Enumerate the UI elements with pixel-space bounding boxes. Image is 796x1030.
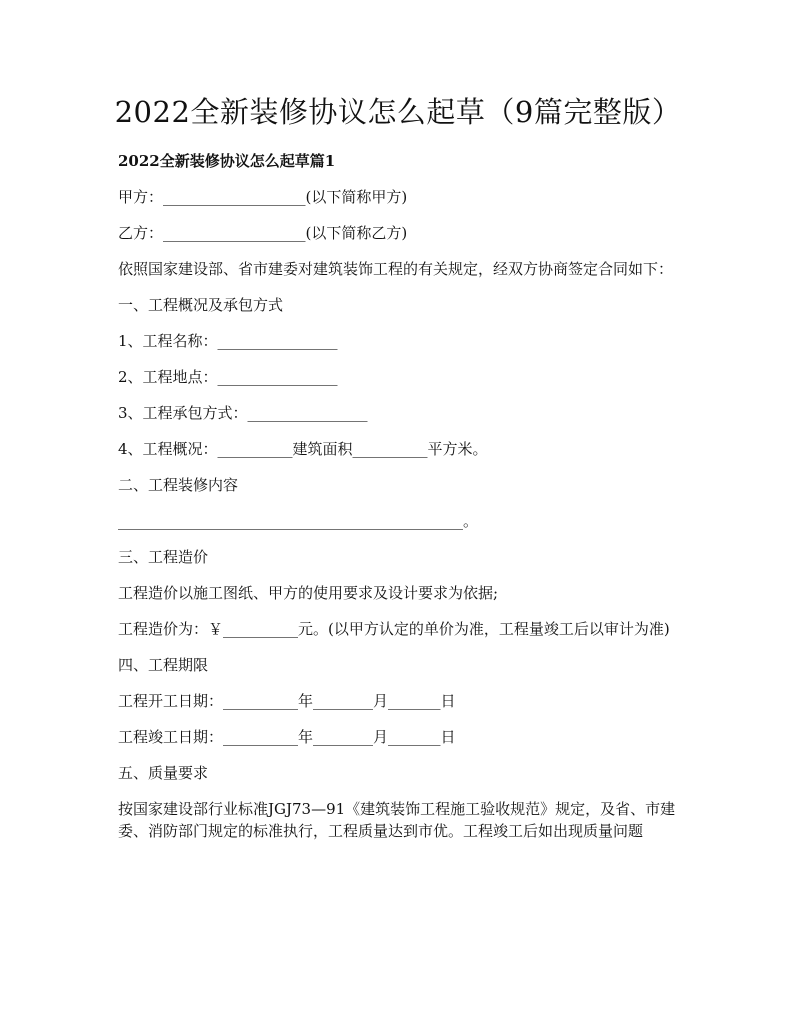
section-2-heading: 二、工程装修内容 <box>118 476 239 494</box>
cost-amount-paragraph: 工程造价为：￥__________元。(以甲方认定的单价为准，工程量竣工后以审计为准) <box>118 620 670 638</box>
contract-method-line: 3、工程承包方式：________________ <box>118 404 368 422</box>
decoration-content-blank: ______________________________________________。 <box>118 512 479 530</box>
party-a-line: 甲方：___________________(以下简称甲方) <box>118 188 408 206</box>
intro-paragraph: 依照国家建设部、省市建委对建筑装饰工程的有关规定，经双方协商签定合同如下： <box>118 260 674 278</box>
cost-basis-line: 工程造价以施工图纸、甲方的使用要求及设计要求为依据; <box>118 584 499 602</box>
section-4-heading: 四、工程期限 <box>118 656 209 674</box>
party-b-line: 乙方：___________________(以下简称乙方) <box>118 224 408 242</box>
project-location-line: 2、工程地点：________________ <box>118 368 338 386</box>
start-date-line: 工程开工日期：__________年________月_______日 <box>118 692 456 710</box>
document-body <box>118 150 680 842</box>
project-name-line: 1、工程名称：________________ <box>118 332 338 350</box>
section-5-heading: 五、质量要求 <box>118 764 209 782</box>
section-3-heading: 三、工程造价 <box>118 548 209 566</box>
section-1-heading: 一、工程概况及承包方式 <box>118 296 284 314</box>
document-title: 2022全新装修协议怎么起草（9篇完整版） <box>114 95 682 129</box>
end-date-line: 工程竣工日期：__________年________月_______日 <box>118 728 456 746</box>
project-overview-line: 4、工程概况：__________建筑面积__________平方米。 <box>118 440 488 458</box>
quality-paragraph: 按国家建设部行业标准JGJ73—91《建筑装饰工程施工验收规范》规定，及省、市建委、消防部门规定的标准执行，工程质量达到市优。工程竣工后如出现质量问题 <box>118 800 676 840</box>
article-subtitle: 2022全新装修协议怎么起草篇1 <box>118 152 336 170</box>
